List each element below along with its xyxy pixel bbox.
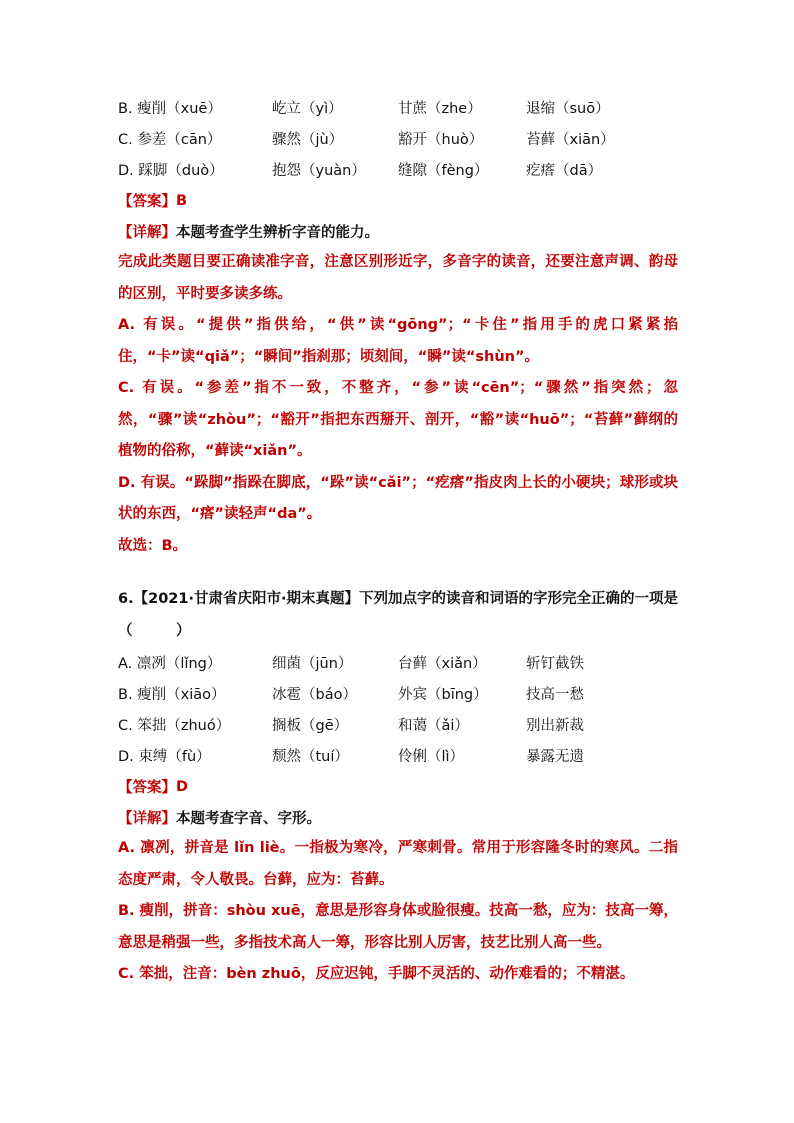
option-label: C. 笨拙（zhuó） xyxy=(118,718,231,734)
q6-option-d xyxy=(118,740,678,771)
option-word: 斩钉截铁 xyxy=(526,656,584,672)
q6-option-b xyxy=(118,678,678,709)
q5-detail-paragraph: 完成此类题目要正确读准字音，注意区别形近字，多音字的读音，还要注意声调、韵母的区别，平时要多读多练。 xyxy=(118,254,678,302)
option-word: 台藓（xiǎn） xyxy=(398,656,487,672)
option-word: 豁开（huò） xyxy=(398,132,484,148)
q5-option-c xyxy=(118,123,678,154)
q6-question-stem xyxy=(118,584,678,647)
option-word: 骤然（jù） xyxy=(272,132,344,148)
option-label: D. 踩脚（duò） xyxy=(118,163,224,179)
option-word: 苔藓（xiān） xyxy=(526,132,615,148)
option-word: 外宾（bīng） xyxy=(398,687,488,703)
q5-detail-paragraph: D. 有误。“跺脚”指跺在脚底，“跺”读“cǎi”；“疙瘩”指皮肉上长的小硬块；球形或块状的东西，“瘩”读轻声“da”。 xyxy=(118,474,678,522)
option-word: 退缩（suō） xyxy=(526,101,610,117)
question-text: 下列加点字的读音和词语的字形完全正确的一项是（ ） xyxy=(118,591,678,639)
q6-detail-paragraph: B. 瘦削，拼音：shòu xuē，意思是形容身体或脸很瘦。技高一愁，应为：技高一筹，意思是稍强一些，多指技术高人一筹，形容比别人厉害，技艺比别人高一些。 xyxy=(118,903,678,951)
option-word: 技高一愁 xyxy=(526,687,584,703)
q6-answer xyxy=(118,771,678,802)
option-word: 和蔼（ǎi） xyxy=(398,718,469,734)
option-word: 抱怨（yuàn） xyxy=(272,163,366,179)
q6-option-c xyxy=(118,709,678,740)
detail-intro: 本题考查学生辨析字音的能力。 xyxy=(176,225,379,241)
answer-tag: 【答案】 xyxy=(118,780,176,796)
option-word: 甘蔗（zhe） xyxy=(398,101,482,117)
q6-option-a xyxy=(118,647,678,678)
detail-tag: 【详解】 xyxy=(118,225,176,241)
q5-detail-conclusion: 故选：B。 xyxy=(118,537,188,554)
answer-value: D xyxy=(176,778,189,795)
q6-detail-paragraph: A. 凛冽，拼音是 lǐn liè。一指极为寒冷，严寒刺骨。常用于形容隆冬时的寒风。二指态度严肃，令人敬畏。台藓，应为：苔藓。 xyxy=(118,840,678,888)
option-word: 暴露无遗 xyxy=(526,749,584,765)
q5-detail-heading xyxy=(118,216,678,247)
q5-answer xyxy=(118,185,678,216)
option-label: C. 参差（cān） xyxy=(118,132,222,148)
answer-value: B xyxy=(176,192,188,209)
detail-tag: 【详解】 xyxy=(118,811,176,827)
q6-detail-heading xyxy=(118,802,678,833)
question-number: 6. xyxy=(118,591,134,607)
option-label: B. 瘦削（xiāo） xyxy=(118,687,226,703)
q6-detail-paragraph: C. 笨拙，注音：bèn zhuō，反应迟钝，手脚不灵活的、动作难看的；不精湛。 xyxy=(118,966,635,982)
q5-detail-paragraph: C. 有误。“参差”指不一致，不整齐，“参”读“cēn”；“骤然”指突然；忽然，“骤”读“zhòu”；“豁开”指把东西掰开、剖开，“豁”读“huō”；“苔藓”藓纲的植物的俗称，“藓读“xiǎn”。 xyxy=(118,380,678,459)
document-page xyxy=(118,92,678,991)
question-source: 【2021·甘肃省庆阳市·期末真题】 xyxy=(133,591,359,607)
option-word: 别出新裁 xyxy=(526,718,584,734)
option-word: 冰雹（báo） xyxy=(272,687,357,703)
q5-option-d xyxy=(118,154,678,185)
option-word: 屹立（yì） xyxy=(272,101,343,117)
detail-intro: 本题考查字音、字形。 xyxy=(176,811,321,827)
option-label: D. 束缚（fù） xyxy=(118,749,211,765)
q5-option-b xyxy=(118,92,678,123)
option-word: 颓然（tuí） xyxy=(272,749,349,765)
option-word: 伶俐（lì） xyxy=(398,749,465,765)
option-label: A. 凛冽（lǐng） xyxy=(118,656,222,672)
option-word: 缝隙（fèng） xyxy=(398,163,489,179)
q5-detail-paragraph: A. 有误。“提供”指供给，“供”读“gōng”；“卡住”指用手的虎口紧紧掐住，“卡”读“qiǎ”；“瞬间”指刹那；顷刻间，“瞬”读“shùn”。 xyxy=(118,317,678,365)
option-word: 细菌（jūn） xyxy=(272,656,353,672)
option-label: B. 瘦削（xuē） xyxy=(118,101,222,117)
option-word: 疙瘩（dā） xyxy=(526,163,603,179)
answer-tag: 【答案】 xyxy=(118,194,176,210)
section-gap xyxy=(118,562,678,584)
option-word: 搁板（gē） xyxy=(272,718,349,734)
